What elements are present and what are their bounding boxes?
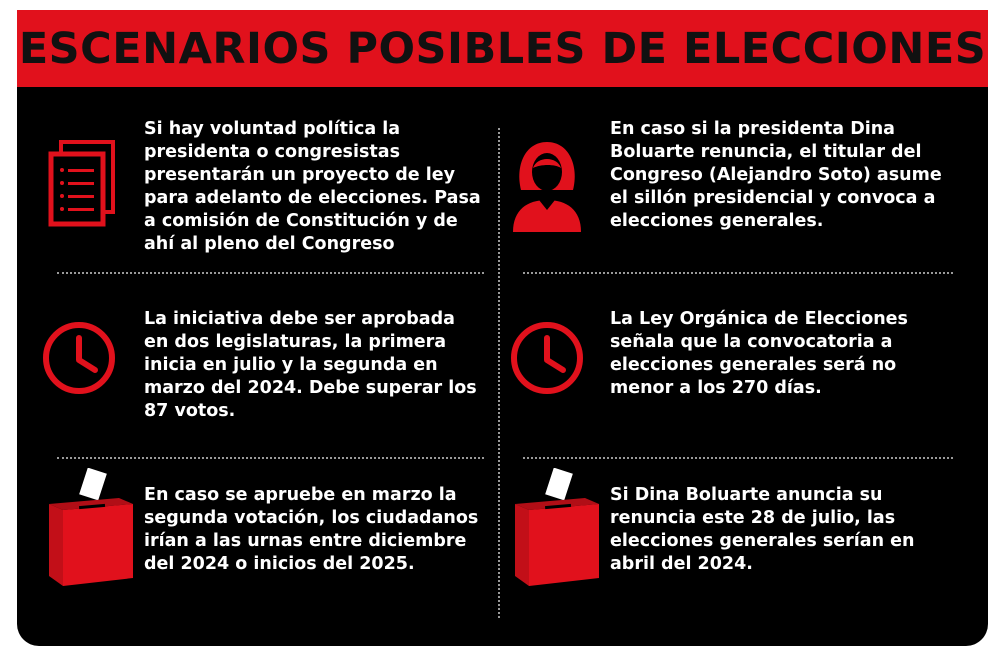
document-icon xyxy=(47,138,127,230)
column-divider xyxy=(498,128,500,618)
woman-avatar-icon xyxy=(511,138,583,234)
title-banner xyxy=(17,10,988,87)
row-divider-right-1 xyxy=(523,272,953,274)
clock-icon xyxy=(509,320,585,396)
scenario-text-2: La iniciativa debe ser aprobada en dos legislaturas, la primera inicia en julio y la segunda en marzo del 2024. Debe superar los 87 votos. xyxy=(144,309,477,421)
row-divider-left-1 xyxy=(57,272,484,274)
scenario-text-1: Si hay voluntad política la presidenta o congresistas presentarán un proyecto de ley para adelanto de elecciones. Pasa a comisión de Constitución y de ahí al pleno del Congreso xyxy=(144,119,481,254)
ballot-box-icon xyxy=(511,468,601,590)
clock-icon xyxy=(41,320,117,396)
scenario-text-4: En caso si la presidenta Dina Boluarte renuncia, el titular del Congreso (Alejandro Soto) asume el sillón presidencial y convoca a elecciones generales. xyxy=(610,119,942,231)
row-divider-left-2 xyxy=(57,457,484,459)
infographic-card xyxy=(17,10,988,646)
row-divider-right-2 xyxy=(523,457,953,459)
scenario-text-6: Si Dina Boluarte anuncia su renuncia este 28 de julio, las elecciones generales serían en abril del 2024. xyxy=(610,485,915,574)
ballot-box-icon xyxy=(45,468,135,590)
scenario-text-5: La Ley Orgánica de Elecciones señala que la convocatoria a elecciones generales será no menor a los 270 días. xyxy=(610,309,908,398)
scenario-text-3: En caso se apruebe en marzo la segunda votación, los ciudadanos irían a las urnas entre diciembre del 2024 o inicios del 2025. xyxy=(144,485,479,574)
page-title: ESCENARIOS POSIBLES DE ELECCIONES xyxy=(18,23,987,74)
